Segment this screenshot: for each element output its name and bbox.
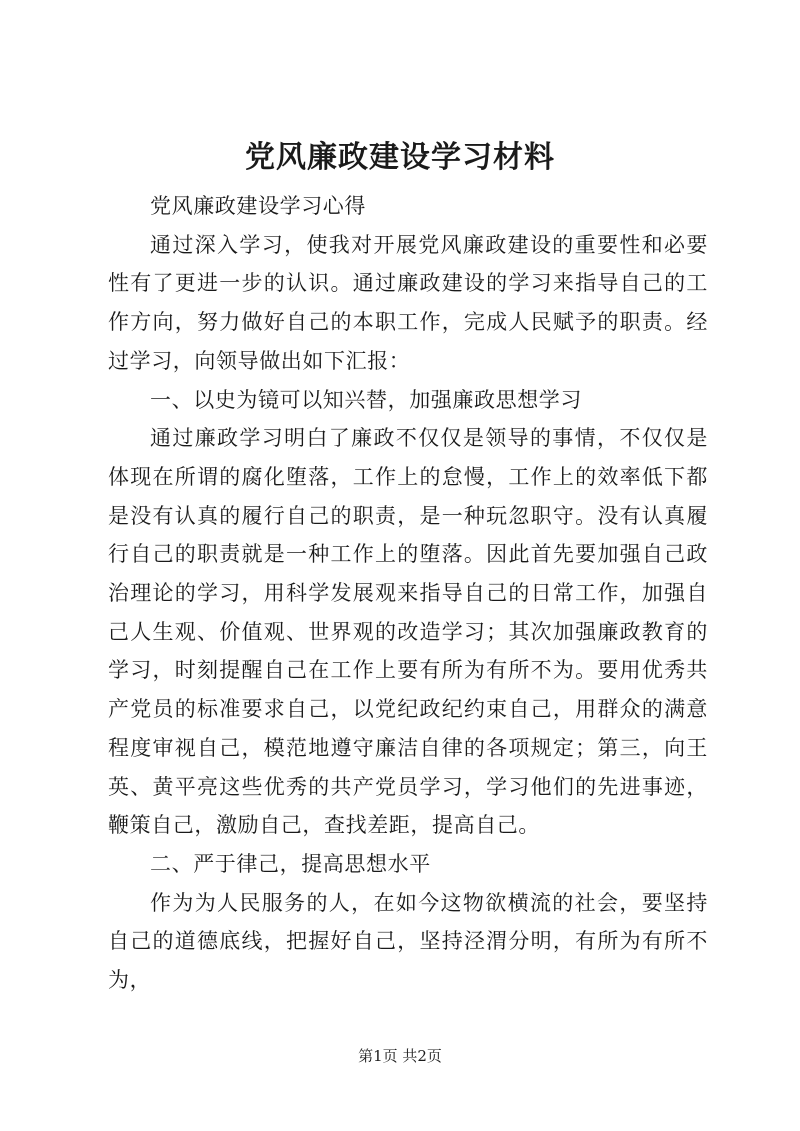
subtitle-paragraph: 党风廉政建设学习心得 — [150, 194, 366, 218]
section-1-paragraph: 通过廉政学习明白了廉政不仅仅是领导的事情，不仅仅是体现在所谓的腐化堕落，工作上的怠慢，工作上的效率低下都是没有认真的履行自己的职责，是一种玩忽职守。没有认真履行自己的职责就是一种工作上的堕落。因此首先要加强自己政治理论的学习，用科学发展观来指导自己的日常工作，加强自己人生观、价值观、世界观的改造学习；其次加强廉政教育的学习，时刻提醒自己在工作上要有所为有所不为。要用优秀共产党员的标准要求自己，以党纪政纪约束自己，用群众的满意程度审视自己，模范地遵守廉洁自律的各项规定；第三，向王英、黄平亮这些优秀的共产党员学习，学习他们的先进事迹，鞭策自己，激励自己，查找差距，提高自己。 — [108, 426, 708, 838]
intro-paragraph: 通过深入学习，使我对开展党风廉政建设的重要性和必要性有了更进一步的认识。通过廉政建设的学习来指导自己的工作方向，努力做好自己的本职工作，完成人民赋予的职责。经过学习，向领导做出如下汇报： — [108, 232, 708, 373]
section-2-paragraph: 作为为人民服务的人，在如今这物欲横流的社会，要坚持自己的道德底线，把握好自己，坚持泾渭分明，有所为有所不为， — [108, 890, 708, 993]
page-footer: 第1页 共2页 — [358, 1047, 442, 1065]
document-title: 党风廉政建设学习材料 — [245, 140, 555, 175]
document-body — [108, 187, 708, 1000]
section-heading-2: 二、严于律己，提高思想水平 — [150, 851, 431, 876]
section-heading-1: 一、以史为镜可以知兴替，加强廉政思想学习 — [150, 387, 582, 412]
